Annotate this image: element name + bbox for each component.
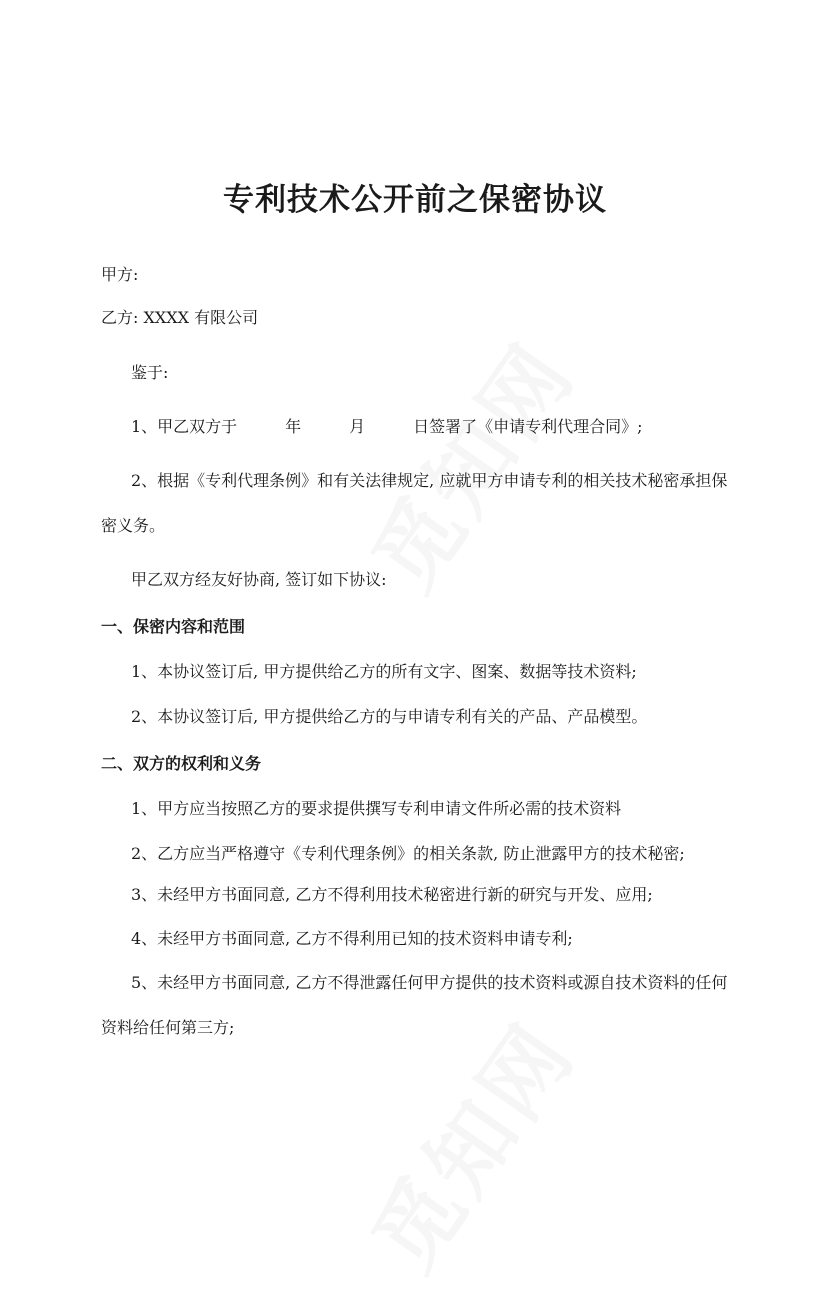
section2-item-2: 2、乙方应当严格遵守《专利代理条例》的相关条款, 防止泄露甲方的技术秘密; [131, 844, 685, 863]
party-a: 甲方: [101, 265, 139, 284]
watermark-bottom [338, 993, 598, 1290]
whereas-item-2-cont: 密义务。 [101, 516, 166, 535]
whereas-label: 鉴于: [131, 363, 169, 382]
section2-item-4: 4、未经甲方书面同意, 乙方不得利用已知的技术资料申请专利; [131, 929, 573, 948]
section2-item-3: 3、未经甲方书面同意, 乙方不得利用技术秘密进行新的研究与开发、应用; [131, 885, 653, 904]
section1-item-2: 2、本协议签订后, 甲方提供给乙方的与申请专利有关的产品、产品模型。 [131, 707, 648, 726]
section2-item-1: 1、甲方应当按照乙方的要求提供撰写专利申请文件所必需的技术资料 [131, 799, 622, 818]
whereas-item-2: 2、根据《专利代理条例》和有关法律规定, 应就甲方申请专利的相关技术秘密承担保 [131, 471, 728, 490]
section2-item-5-cont: 资料给任何第三方; [101, 1018, 235, 1037]
agreement-intro: 甲乙双方经友好协商, 签订如下协议: [131, 570, 387, 589]
party-b: 乙方: XXXX 有限公司 [101, 308, 259, 327]
section2-item-5: 5、未经甲方书面同意, 乙方不得泄露任何甲方提供的技术资料或源自技术资料的任何 [131, 973, 728, 992]
whereas-item-1: 1、甲乙双方于 年 月 日签署了《申请专利代理合同》; [131, 417, 643, 436]
section2-heading: 二、双方的权利和义务 [101, 754, 262, 773]
section1-heading: 一、保密内容和范围 [101, 617, 246, 636]
section1-item-1: 1、本协议签订后, 甲方提供给乙方的所有文字、图案、数据等技术资料; [131, 662, 637, 681]
document-title: 专利技术公开前之保密协议 [223, 182, 607, 218]
